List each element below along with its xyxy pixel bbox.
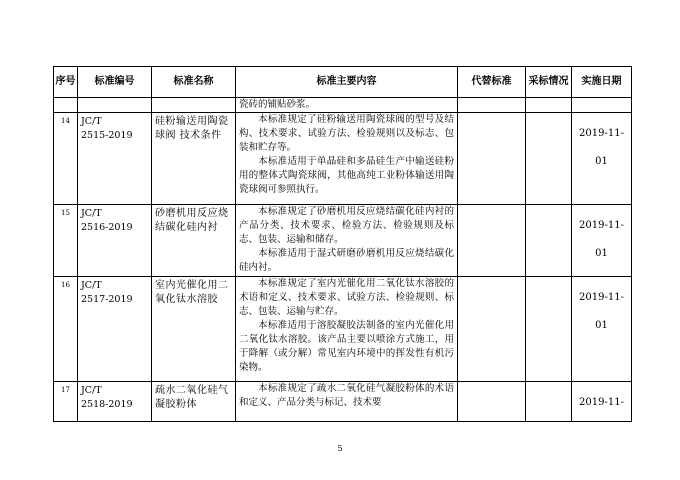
row-code: JC/T 2518-2019 (78, 382, 152, 422)
row-replace (458, 113, 526, 205)
header-seq: 序号 (54, 67, 78, 98)
row-adopt (526, 205, 572, 277)
table-row (54, 382, 632, 422)
row-code: JC/T 2517-2019 (78, 277, 152, 382)
row-date: 2019-11- 01 (572, 277, 632, 382)
standards-table (53, 66, 632, 422)
header-date: 实施日期 (572, 67, 632, 98)
table-row (54, 205, 632, 277)
header-name: 标准名称 (152, 67, 236, 98)
header-code: 标准编号 (78, 67, 152, 98)
row-date: 2019-11- (572, 382, 632, 422)
row-replace (458, 277, 526, 382)
row-seq: 17 (54, 382, 78, 422)
row-date: 2019-11- 01 (572, 205, 632, 277)
header-replace: 代替标准 (458, 67, 526, 98)
table-header-row (54, 67, 632, 98)
row-adopt (526, 113, 572, 205)
row-replace (458, 382, 526, 422)
row-code: JC/T 2515-2019 (78, 113, 152, 205)
header-content: 标准主要内容 (236, 67, 458, 98)
row-code: JC/T 2516-2019 (78, 205, 152, 277)
row-replace (458, 205, 526, 277)
row-name: 硅粉输送用陶瓷球阀 技术条件 (152, 113, 236, 205)
row-seq: 15 (54, 205, 78, 277)
row-name: 砂磨机用反应烧结碳化硅内衬 (152, 205, 236, 277)
row-adopt (526, 382, 572, 422)
table-row (54, 277, 632, 382)
page-number: 5 (337, 444, 343, 453)
row-seq: 16 (54, 277, 78, 382)
row-content: 本标准规定了室内光催化用二氧化钛水溶胶的术语和定义、技术要求、试验方法、检验规则、标志、包装、运输与贮存。 本标准适用于溶胶凝胶法制备的室内光催化用二氧化钛水溶胶。该产品主要以喷涂方式施工，用于降解（或分解）常见室内环境中的挥发性有机污染物。 (236, 277, 458, 382)
row-content: 本标准规定了疏水二氧化硅气凝胶粉体的术语和定义、产品分类与标记、技术要 (236, 382, 458, 422)
row-adopt (526, 277, 572, 382)
row-date: 2019-11- 01 (572, 113, 632, 205)
row-content: 本标准规定了砂磨机用反应烧结碳化硅内衬的产品分类、技术要求、检验方法、检验规则及标志、包装、运输和储存。 本标准适用于湿式研磨砂磨机用反应烧结碳化硅内衬。 (236, 205, 458, 277)
table-row (54, 113, 632, 205)
row-content: 本标准规定了硅粉输送用陶瓷球阀的型号及结构、技术要求、试验方法、检验规则以及标志、包装和贮存等。 本标准适用于单晶硅和多晶硅生产中输送硅粉用的整体式陶瓷球阀，其他高纯工业粉体输送用陶瓷球阀可参照执行。 (236, 113, 458, 205)
row-name: 室内光催化用二氧化钛水溶胶 (152, 277, 236, 382)
header-adopt: 采标情况 (526, 67, 572, 98)
row-name: 疏水二氧化硅气凝胶粉体 (152, 382, 236, 422)
continuation-text: 瓷砖的铺贴砂浆。 (236, 98, 458, 113)
continuation-row (54, 98, 632, 113)
row-seq: 14 (54, 113, 78, 205)
